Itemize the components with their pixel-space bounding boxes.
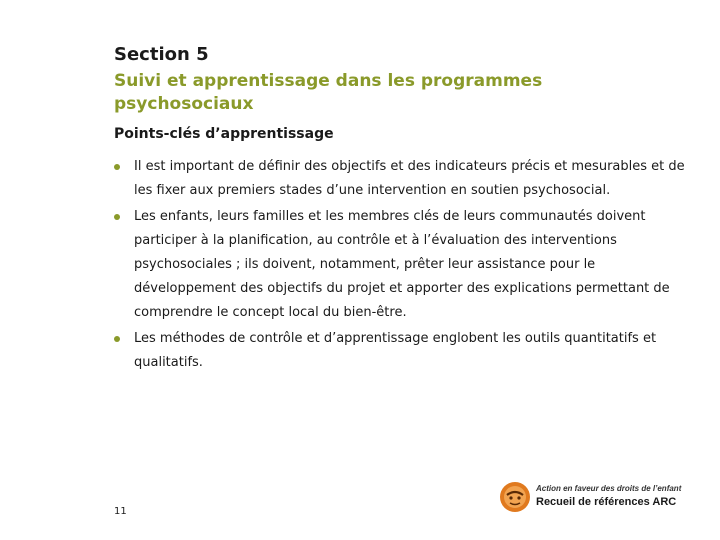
bullet-dot-icon bbox=[114, 214, 120, 220]
brand-footer bbox=[498, 480, 688, 516]
brand-name: Recueil de références ARC bbox=[536, 496, 677, 508]
bullet-dot-icon bbox=[114, 336, 120, 342]
page-number: 11 bbox=[114, 506, 127, 517]
bullet-dot-icon bbox=[114, 164, 120, 170]
key-points-list bbox=[114, 155, 689, 377]
list-item-text: Il est important de définir des objectifs et des indicateurs précis et mesurables et de les fixer aux premiers stades d’une intervention en soutien psychosocial. bbox=[134, 159, 685, 198]
arc-logo-icon bbox=[498, 480, 532, 514]
key-points-heading: Points-clés d’apprentissage bbox=[114, 126, 334, 142]
list-item bbox=[114, 205, 689, 325]
list-item-text: Les méthodes de contrôle et d’apprentissage englobent les outils quantitatifs et qualitatifs. bbox=[134, 331, 657, 370]
list-item-text: Les enfants, leurs familles et les membres clés de leurs communautés doivent participer à la planification, au contrôle et à l’évaluation des interventions psychosociales ; ils doivent, notamment, prêter leur assistance pour le développement des objectifs du projet et apporter des explications permettant de comprendre le concept local du bien-être. bbox=[134, 209, 670, 320]
list-item bbox=[114, 327, 689, 375]
brand-tagline: Action en faveur des droits de l’enfant bbox=[536, 484, 682, 493]
section-label: Section 5 bbox=[114, 44, 209, 65]
section-title: Suivi et apprentissage dans les programmes psychosociaux bbox=[114, 71, 543, 114]
list-item bbox=[114, 155, 689, 203]
